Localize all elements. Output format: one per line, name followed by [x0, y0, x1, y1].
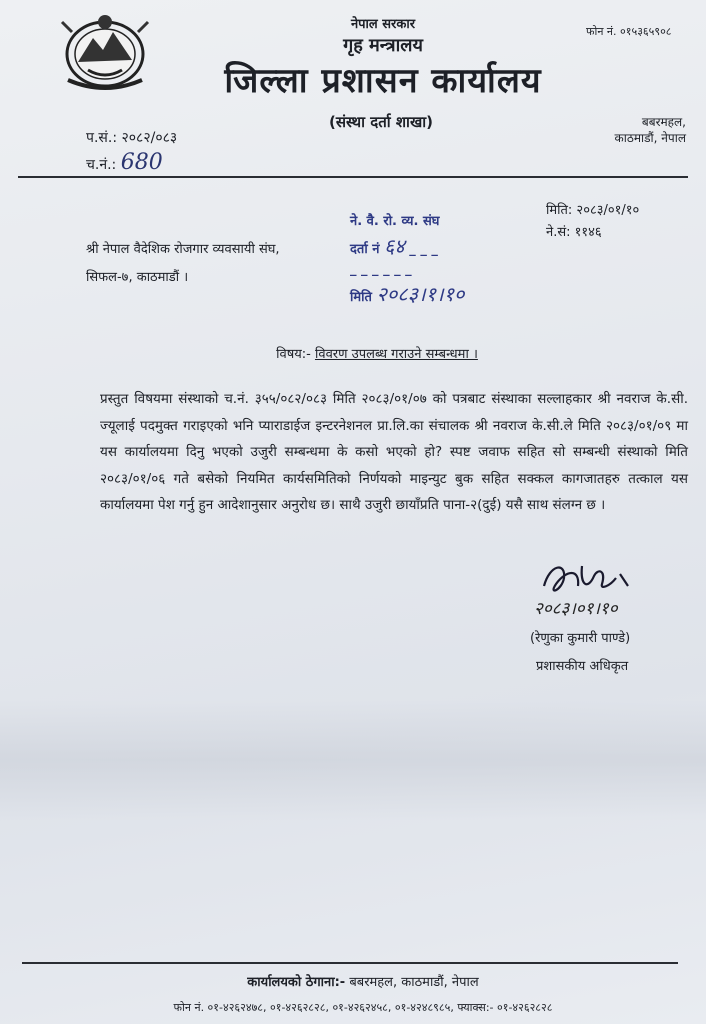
stamp-darta-label: दर्ता नं [350, 242, 380, 257]
gov-name: नेपाल सरकार [350, 17, 416, 32]
subject-text: विवरण उपलब्ध गराउने सम्बन्धमा । [314, 347, 478, 362]
footer-address [10, 972, 706, 990]
recipient [86, 236, 280, 292]
paper-shadow [0, 700, 706, 820]
cn-label: च.नं.: [86, 157, 117, 173]
stamp-miti-label: मिति [350, 290, 372, 305]
stamp-miti-value: २०८३।१।१० [376, 282, 465, 306]
ps-label: प.सं.: [86, 130, 118, 146]
ps-number [86, 128, 177, 147]
subject-line [24, 344, 706, 362]
receipt-stamp [350, 210, 530, 310]
footer-address-label: कार्यालयको ठेगाना:- [247, 975, 346, 990]
stamp-darta-value: ६४ [383, 234, 405, 258]
address-line-2: काठमाडौं, नेपाल [614, 131, 686, 145]
stamp-blank-row: _ _ _ _ _ _ [350, 262, 412, 277]
nepal-sambat: ने.सं: ११४६ [546, 225, 602, 240]
signature-date: २०८३।०१।१० [534, 599, 618, 619]
signatory-name: (रेणुका कुमारी पाण्डे) [530, 631, 631, 646]
stamp-org: ने. वै. रो. व्य. संघ [350, 214, 440, 229]
office-phone: फोन नं. ०१५३६५९०८ [586, 25, 672, 38]
ministry-name: गृह मन्त्रालय [343, 35, 423, 56]
footer-address-value: बबरमहल, काठमाडौं, नेपाल [349, 975, 479, 990]
header-divider [18, 176, 688, 178]
office-title: जिल्ला प्रशासन कार्यालय [224, 61, 542, 101]
letter-date: मिति: २०८३/०१/१० [546, 203, 640, 218]
address-line-1: बबरमहल, [641, 115, 686, 129]
footer-divider [22, 962, 678, 964]
ps-value: २०८२/०८३ [121, 130, 178, 146]
recipient-line-2: सिफल-७, काठमाडौं । [86, 270, 189, 285]
signatory-post: प्रशासकीय अधिकृत [536, 659, 629, 674]
stamp-miti [350, 282, 530, 306]
branch-name: (संस्था दर्ता शाखा) [329, 113, 433, 131]
footer-phones: फोन नं. ०१-४२६२४७८, ०१-४२६२८२८, ०१-४२६२४५८, ०१-४२४८९८५, फ्याक्स:- ०१-४२६२८२८ [173, 1001, 553, 1014]
recipient-line-1: श्री नेपाल वैदेशिक रोजगार व्यवसायी संघ, [86, 242, 280, 257]
subject-label: विषय:- [276, 347, 311, 362]
office-address [596, 114, 686, 146]
stamp-darta: दर्ता नं ६४ _ _ _ [350, 234, 438, 258]
cn-number [86, 150, 163, 175]
cn-value: 680 [120, 150, 163, 175]
letter-body: प्रस्तुत विषयमा संस्थाको च.नं. ३५५/०८२/०८३ मिति २०८३/०१/०७ को पत्रबाट संस्थाका सल्लाहकार श्री नवराज के.सी. ज्यूलाई पदमुक्त गराइएको भनि प्याराडाईज इन्टरनेशनल प्रा.लि.का संचालक श्री नवराज के.सी.ले मिति २०८३/०१/०९ मा यस कार्यालयमा दिनु भएको उजुरी सम्बन्धमा के कसो भएको हो? स्पष्ट जवाफ सहित सो सम्बन्धी संस्थाको मिति २०८३/०१/०६ गते बसेको नियमित कार्यसमितिको निर्णयको माइन्युट बुक सहित सक्कल कागजातहरु तत्काल यस कार्यालयमा पेश गर्नु हुन आदेशानुसार अनुरोध छ। साथै उजुरी छायाँप्रति पाना-२(दुई) यसै साथ संलग्न छ । [100, 391, 688, 513]
